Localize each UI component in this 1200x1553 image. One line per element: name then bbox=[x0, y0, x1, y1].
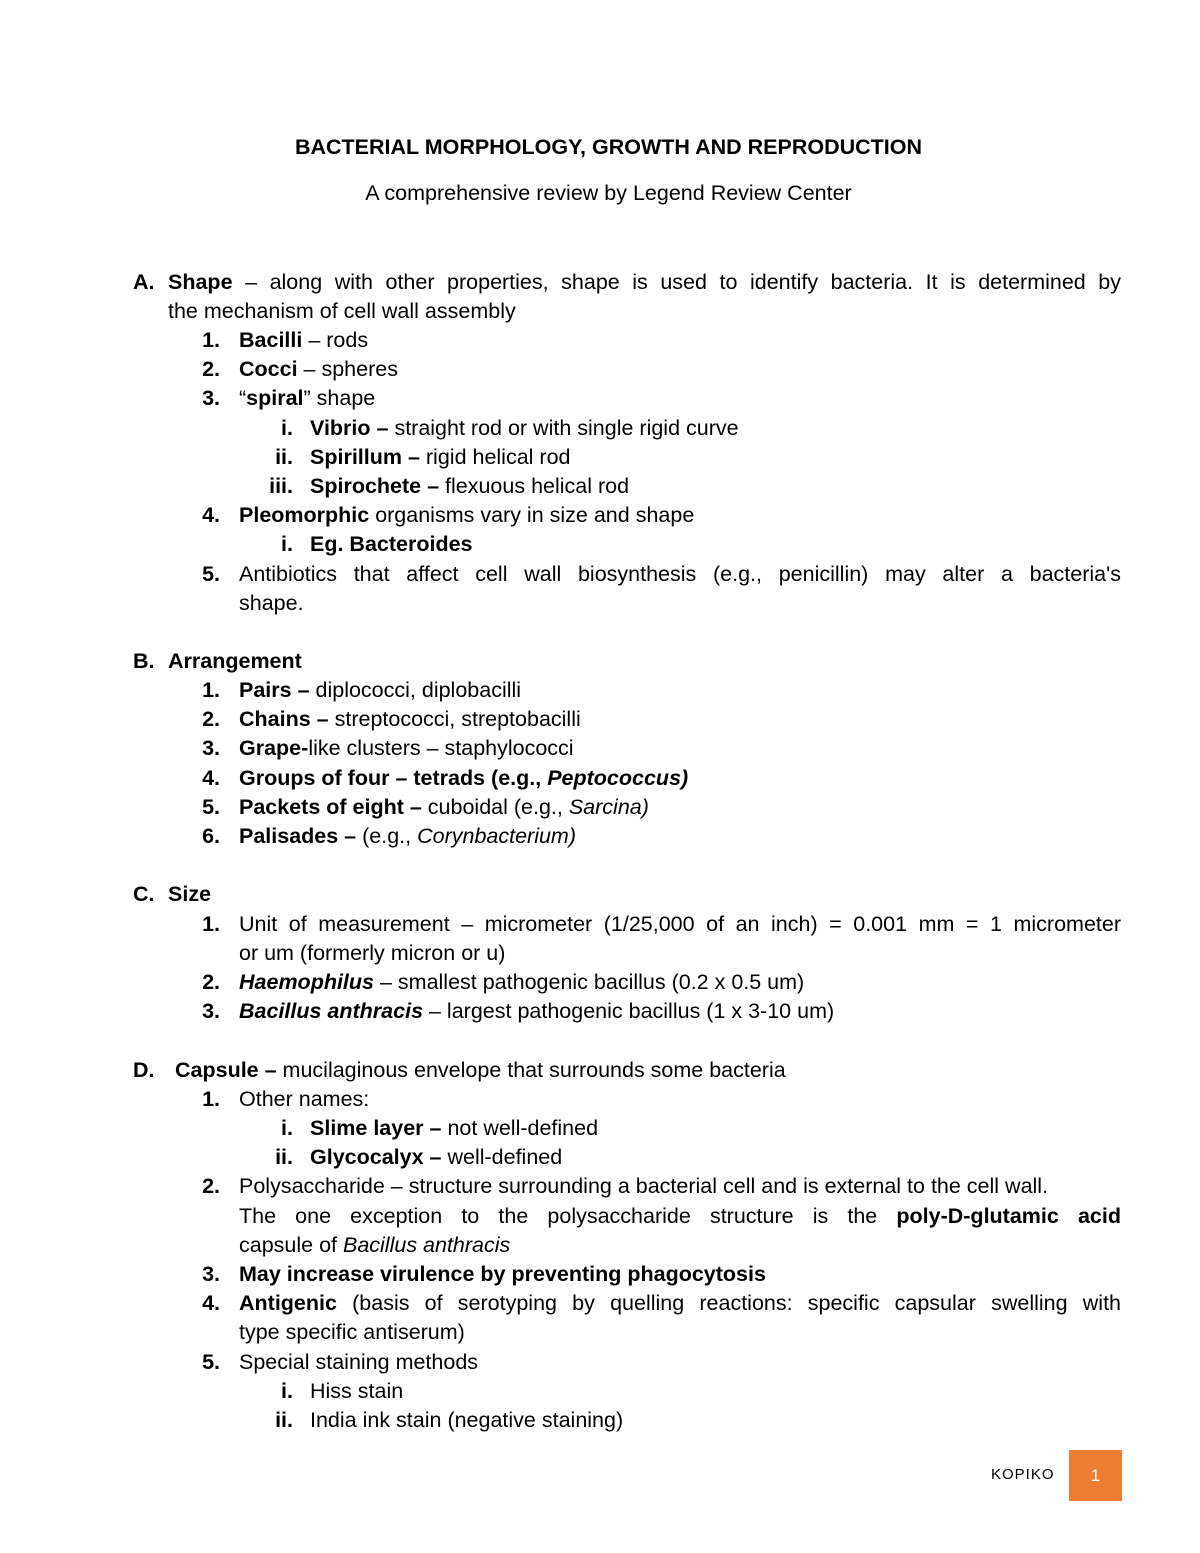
sublist-number: i. bbox=[281, 1116, 293, 1140]
list-number: 2. bbox=[202, 707, 220, 731]
list-number: 3. bbox=[202, 386, 220, 410]
list-item: Pleomorphic organisms vary in size and shape bbox=[239, 503, 695, 527]
list-item: Other names: bbox=[239, 1087, 370, 1111]
list-item: Groups of four – tetrads (e.g., Peptococcus) bbox=[239, 766, 689, 790]
document-title: BACTERIAL MORPHOLOGY, GROWTH AND REPRODUCTION bbox=[294, 135, 923, 159]
list-number: 4. bbox=[202, 1291, 220, 1315]
list-number: 1. bbox=[202, 328, 220, 352]
list-item: May increase virulence by preventing phagocytosis bbox=[239, 1262, 766, 1286]
list-item: Polysaccharide – structure surrounding a bacterial cell and is external to the cell wall. bbox=[239, 1174, 1049, 1198]
section-a-heading: Shape – along with other properties, shape is used to identify bacteria. It is determined by bbox=[168, 270, 1121, 294]
list-number: 3. bbox=[202, 1262, 220, 1286]
sublist-number: iii. bbox=[269, 474, 293, 498]
sublist-number: ii. bbox=[275, 445, 293, 469]
list-number: 2. bbox=[202, 970, 220, 994]
sublist-item: Slime layer – not well-defined bbox=[310, 1116, 599, 1140]
list-item: Pairs – diplococci, diplobacilli bbox=[239, 678, 522, 702]
list-item-cont: shape. bbox=[239, 591, 304, 615]
list-number: 2. bbox=[202, 1174, 220, 1198]
list-item: Bacillus anthracis – largest pathogenic bacillus (1 x 3-10 um) bbox=[239, 999, 835, 1023]
section-b-heading: Arrangement bbox=[168, 649, 302, 673]
sublist-number: ii. bbox=[275, 1145, 293, 1169]
list-item: Antigenic (basis of serotyping by quelling reactions: specific capsular swelling with bbox=[239, 1291, 1121, 1315]
document-subtitle: A comprehensive review by Legend Review Center bbox=[365, 181, 852, 205]
list-item: Chains – streptococci, streptobacilli bbox=[239, 707, 581, 731]
section-c-marker: C. bbox=[133, 882, 155, 906]
list-item: Special staining methods bbox=[239, 1350, 479, 1374]
list-number: 4. bbox=[202, 503, 220, 527]
list-item: Packets of eight – cuboidal (e.g., Sarcina) bbox=[239, 795, 649, 819]
list-number: 5. bbox=[202, 795, 220, 819]
list-item-cont: or um (formerly micron or u) bbox=[239, 941, 506, 965]
list-number: 2. bbox=[202, 357, 220, 381]
list-number: 1. bbox=[202, 912, 220, 936]
sublist-number: i. bbox=[281, 532, 293, 556]
sublist-item: India ink stain (negative staining) bbox=[310, 1408, 624, 1432]
list-item: “spiral” shape bbox=[239, 386, 376, 410]
sublist-item: Hiss stain bbox=[310, 1379, 404, 1403]
list-item: Haemophilus – smallest pathogenic bacillus (0.2 x 0.5 um) bbox=[239, 970, 805, 994]
section-d-heading: Capsule – mucilaginous envelope that surrounds some bacteria bbox=[175, 1058, 786, 1082]
sublist-item: Spirochete – flexuous helical rod bbox=[310, 474, 630, 498]
section-d-marker: D. bbox=[133, 1058, 155, 1082]
footer-label: KOPIKO bbox=[991, 1466, 1055, 1483]
list-number: 1. bbox=[202, 678, 220, 702]
sublist-number: i. bbox=[281, 416, 293, 440]
list-item: Antibiotics that affect cell wall biosynthesis (e.g., penicillin) may alter a bacteria's bbox=[239, 562, 1121, 586]
list-item-cont: capsule of Bacillus anthracis bbox=[239, 1233, 511, 1257]
sublist-item: Vibrio – straight rod or with single rigid curve bbox=[310, 416, 739, 440]
sublist-item: Spirillum – rigid helical rod bbox=[310, 445, 571, 469]
list-number: 1. bbox=[202, 1087, 220, 1111]
list-item-cont: type specific antiserum) bbox=[239, 1320, 465, 1344]
list-item: Palisades – (e.g., Corynbacterium) bbox=[239, 824, 577, 848]
list-item: Bacilli – rods bbox=[239, 328, 369, 352]
section-b-marker: B. bbox=[133, 649, 155, 673]
sublist-number: i. bbox=[281, 1379, 293, 1403]
list-number: 3. bbox=[202, 736, 220, 760]
section-a-heading-cont: the mechanism of cell wall assembly bbox=[168, 299, 516, 323]
list-item: Grape-like clusters – staphylococci bbox=[239, 736, 574, 760]
list-item: Unit of measurement – micrometer (1/25,000 of an inch) = 0.001 mm = 1 micrometer bbox=[239, 912, 1121, 936]
section-a-marker: A. bbox=[133, 270, 155, 294]
list-number: 6. bbox=[202, 824, 220, 848]
list-number: 4. bbox=[202, 766, 220, 790]
sublist-number: ii. bbox=[275, 1408, 293, 1432]
list-item: Cocci – spheres bbox=[239, 357, 398, 381]
list-item-cont: The one exception to the polysaccharide structure is the poly-D-glutamic acid bbox=[239, 1204, 1121, 1228]
list-number: 5. bbox=[202, 1350, 220, 1374]
sublist-item: Glycocalyx – well-defined bbox=[310, 1145, 563, 1169]
sublist-item: Eg. Bacteroides bbox=[310, 532, 473, 556]
page-number-badge: 1 bbox=[1069, 1450, 1122, 1501]
section-c-heading: Size bbox=[168, 882, 212, 906]
list-number: 5. bbox=[202, 562, 220, 586]
list-number: 3. bbox=[202, 999, 220, 1023]
